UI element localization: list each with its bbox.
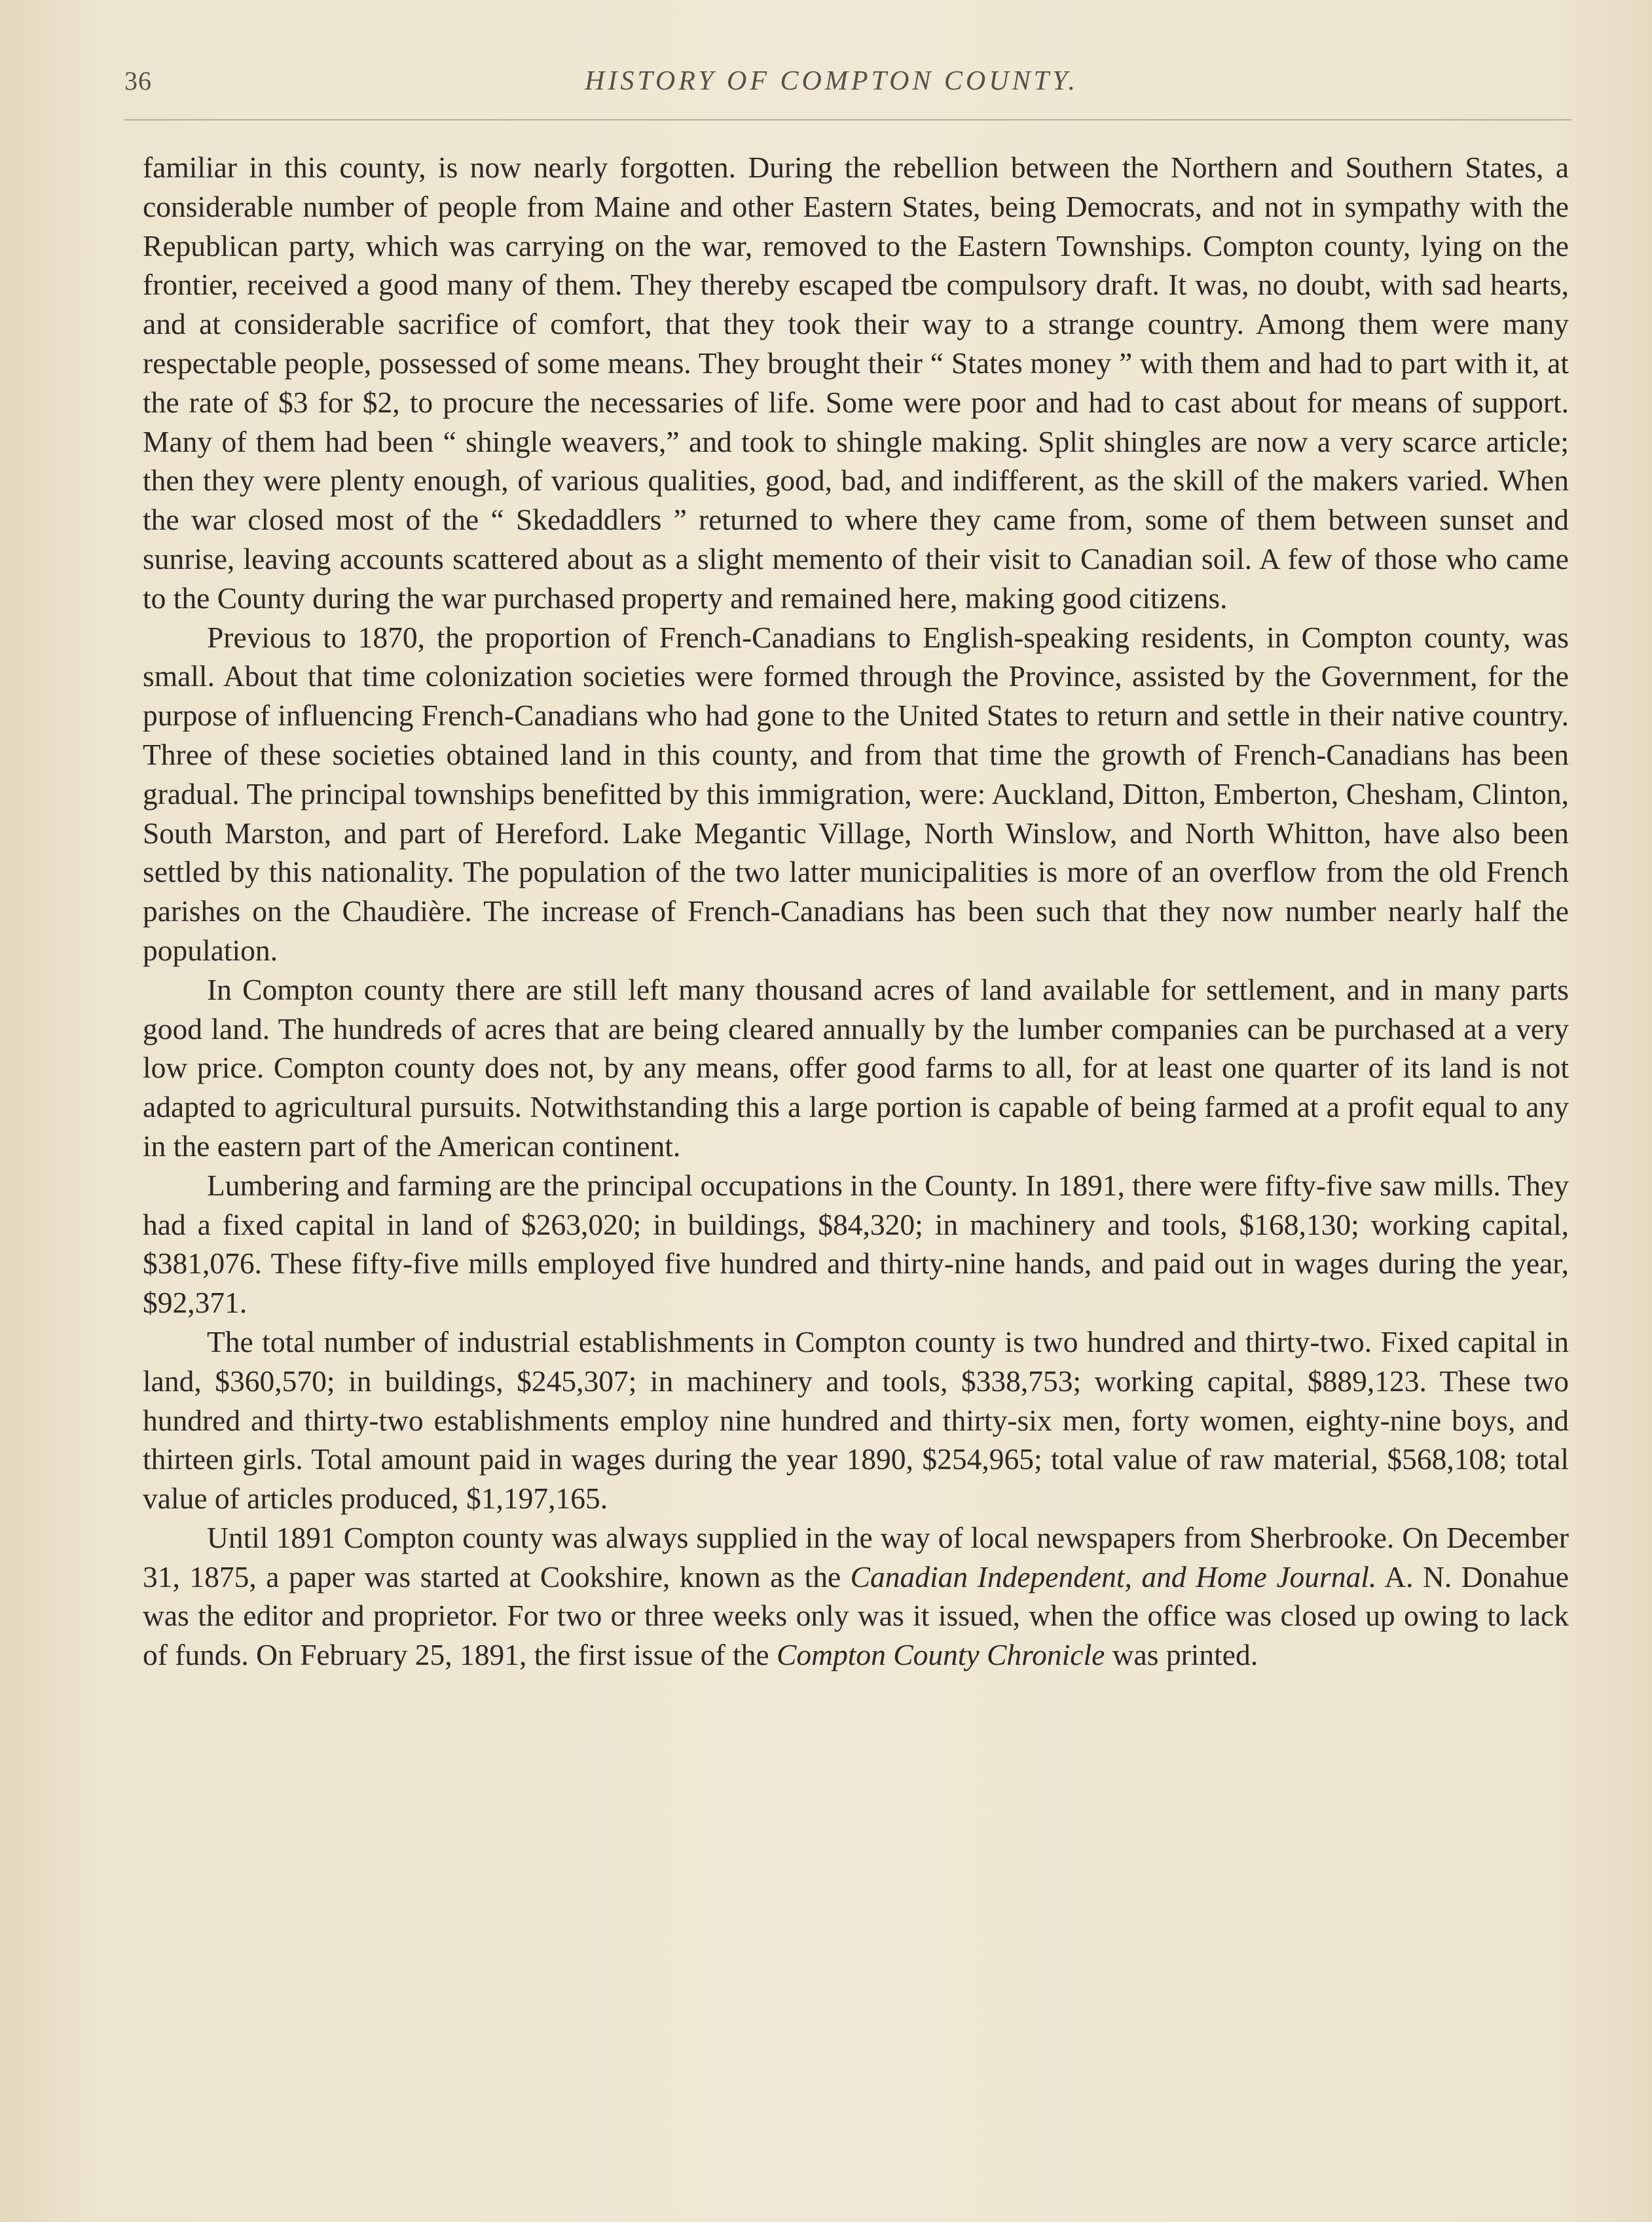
newspaper-title-canadian-independent: Canadian Independent, and Home Journal. — [850, 1559, 1377, 1594]
paragraph-6-text-c: was printed. — [1105, 1638, 1258, 1672]
paragraph-5: The total number of industrial establishments in Compton county is two hundred and thirty-two. Fixed capital in land, $360,570; in buildings, $245,307; in machinery and tools, $338,753; working capital, $889,123. These two hundred and thirty-two establishments employ nine hundred and thirty-six men, forty women, eighty-nine boys, and thirteen girls. Total amount paid in wages during the year 1890, $254,965; total value of raw material, $568,108; total value of articles produced, $1,197,165. — [143, 1324, 1569, 1516]
running-title: HISTORY OF COMPTON COUNTY. — [585, 66, 1078, 96]
paragraph-4: Lumbering and farming are the principal occupations in the County. In 1891, there were fifty-five saw mills. They had a fixed capital in land of $263,020; in buildings, $84,320; in machinery and tools, $168,130; working capital, $381,076. These fifty-five mills employed five hundred and thirty-nine hands, and paid out in wages during the year, $92,371. — [143, 1168, 1569, 1320]
paragraph-6-text-b: A. N. Donahue was the editor and proprietor. For two or three weeks only was it issued, when the office was closed up owing to lack of funds. On February 25, 1891, the first issue of the — [143, 1559, 1569, 1672]
body-text — [143, 148, 1569, 1675]
running-head — [124, 65, 1539, 105]
newspaper-title-compton-county-chronicle: Compton County Chronicle — [777, 1638, 1105, 1672]
header-rule — [124, 119, 1571, 120]
paragraph-1: familiar in this county, is now nearly forgotten. During the rebellion between the Northern and Southern States, a considerable number of people from Maine and other Eastern States, being Democrats, and not in sympathy with the Republican party, which was carrying on the war, removed to the Eastern Townships. Compton county, lying on the frontier, received a good many of them. They thereby escaped tbe compulsory draft. It was, no doubt, with sad hearts, and at considerable sacrifice of comfort, that they took their way to a strange country. Among them were many respectable people, possessed of some means. They brought their “ States money ” with them and had to part with it, at the rate of $3 for $2, to procure the necessaries of life. Some were poor and had to cast about for means of support. Many of them had been “ shingle weavers,” and took to shingle making. Split shingles are now a very scarce article; then they were plenty enough, of various qualities, good, bad, and indifferent, as the skill of the makers varied. When the war closed most of the “ Skedaddlers ” returned to where they came from, some of them between sunset and sunrise, leaving accounts scattered about as a slight memento of their visit to Canadian soil. A few of those who came to the County during the war purchased property and remained here, making good citizens. — [143, 151, 1569, 615]
page-number: 36 — [124, 66, 152, 96]
paragraph-3: In Compton county there are still left many thousand acres of land available for settlement, and in many parts good land. The hundreds of acres that are being cleared annually by the lumber companies can be purchased at a very low price. Compton county does not, by any means, offer good farms to all, for at least one quarter of its land is not adapted to agricultural pursuits. Notwithstanding this a large portion is capable of being farmed at a profit equal to any in the eastern part of the American continent. — [143, 972, 1569, 1163]
paragraph-6 — [143, 1518, 1569, 1675]
paragraph-2: Previous to 1870, the proportion of French-Canadians to English-speaking residents, in Compton county, was small. About that time colonization societies were formed through the Province, assisted by the Government, for the purpose of influencing French-Canadians who had gone to the United States to return and settle in their native country. Three of these societies obtained land in this county, and from that time the growth of French-Canadians has been gradual. The principal townships benefitted by this immigration, were: Auckland, Ditton, Emberton, Chesham, Clinton, South Marston, and part of Hereford. Lake Megantic Village, North Winslow, and North Whitton, have also been settled by this nationality. The population of the two latter municipalities is more of an overflow from the old French parishes on the Chaudière. The increase of French-Canadians has been such that they now number nearly half the population. — [143, 620, 1569, 967]
paragraph-6-text-a: Until 1891 Compton county was always supplied in the way of local newspapers from Sherbrooke. On December 31, 1875, a paper was started at Cookshire, known as the — [143, 1520, 1569, 1594]
